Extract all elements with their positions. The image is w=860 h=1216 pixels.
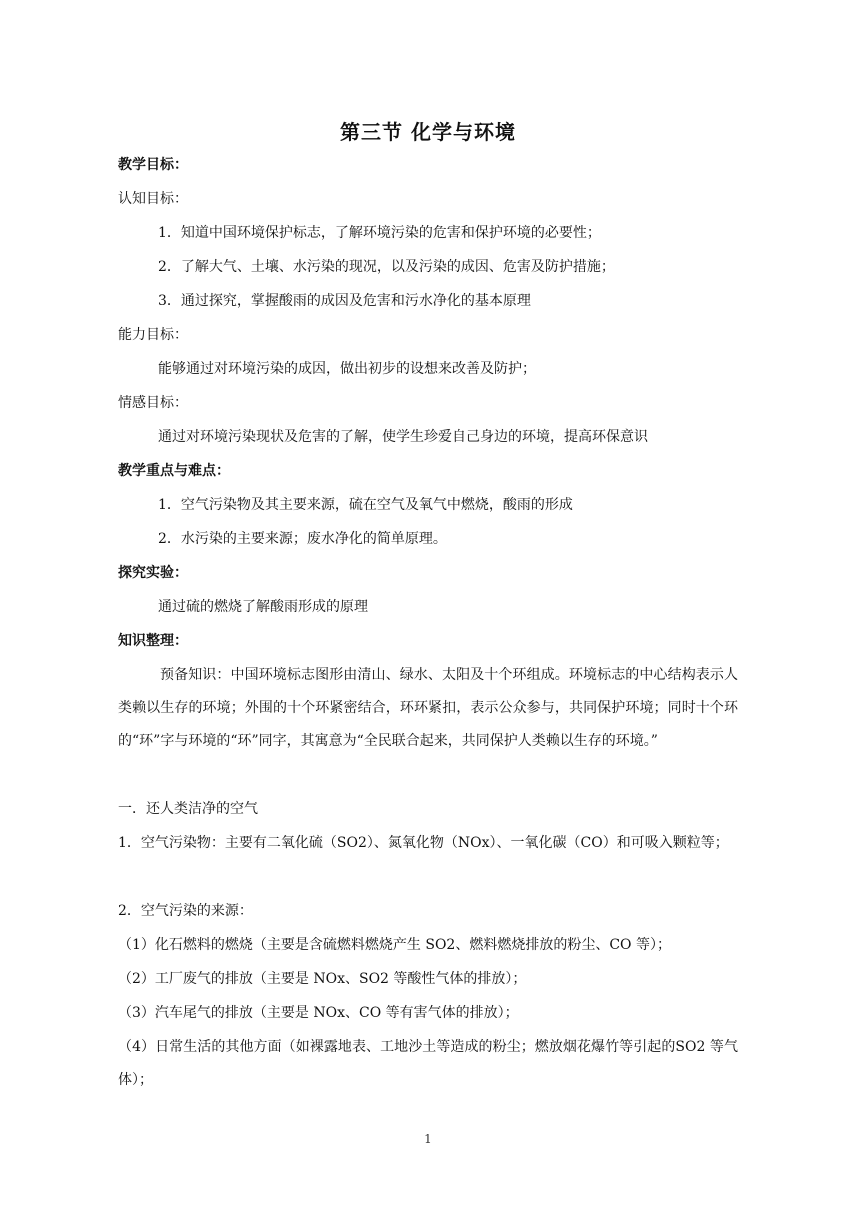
page-number: 1: [424, 1132, 432, 1146]
knowledge-paragraph: 预备知识：中国环境标志图形由清山、绿水、太阳及十个环组成。环境标志的中心结构表示人类赖以生存的环境；外围的十个环紧密结合，环环紧扣，表示公众参与，共同保护环境；同时十个环的“环”字与环境的“环”同字，其寓意为“全民联合起来，共同保护人类赖以生存的环境。”: [118, 667, 738, 749]
document-page: [118, 0, 738, 1216]
knowledge-heading: 知识整理：: [118, 633, 188, 649]
emotion-heading: 情感目标：: [118, 395, 188, 411]
sources-heading: 2．空气污染的来源：: [118, 903, 253, 919]
keypoints-heading: 教学重点与难点：: [118, 463, 230, 479]
cognitive-item: 1．知道中国环境保护标志，了解环境污染的危害和保护环境的必要性；: [158, 225, 601, 241]
ability-text: 能够通过对环境污染的成因，做出初步的设想来改善及防护；: [158, 361, 536, 377]
keypoints-item: 2．水污染的主要来源；废水净化的简单原理。: [158, 531, 447, 547]
cognitive-item: 3．通过探究，掌握酸雨的成因及危害和污水净化的基本原理: [158, 293, 531, 309]
keypoints-item: 1．空气污染物及其主要来源，硫在空气及氧气中燃烧，酸雨的形成: [158, 497, 573, 513]
sources-item: （2）工厂废气的排放（主要是 NOx、SO2 等酸性气体的排放）；: [118, 971, 527, 987]
emotion-text: 通过对环境污染现状及危害的了解，使学生珍爱自己身边的环境，提高环保意识: [158, 429, 648, 445]
goals-heading: 教学目标：: [118, 157, 188, 173]
part1-heading: 一．还人类洁净的空气: [118, 801, 258, 817]
experiment-heading: 探究实验：: [118, 565, 188, 581]
sources-item-4: （4）日常生活的其他方面（如裸露地表、工地沙土等造成的粉尘；燃放烟花爆竹等引起的SO2 等气体）；: [118, 1039, 738, 1088]
pollutants-text: 1．空气污染物：主要有二氧化硫（SO2）、氮氧化物（NOx）、一氧化碳（CO）和可吸入颗粒等；: [118, 835, 729, 851]
experiment-text: 通过硫的燃烧了解酸雨形成的原理: [158, 599, 368, 615]
ability-heading: 能力目标：: [118, 327, 188, 343]
document-title: 第三节 化学与环境: [340, 120, 516, 144]
cognitive-heading: 认知目标：: [118, 191, 188, 207]
sources-item: （3）汽车尾气的排放（主要是 NOx、CO 等有害气体的排放）；: [118, 1005, 519, 1021]
sources-item: （1）化石燃料的燃烧（主要是含硫燃料燃烧产生 SO2、燃料燃烧排放的粉尘、CO 等）；: [118, 937, 671, 953]
cognitive-item: 2．了解大气、土壤、水污染的现况，以及污染的成因、危害及防护措施；: [158, 259, 615, 275]
